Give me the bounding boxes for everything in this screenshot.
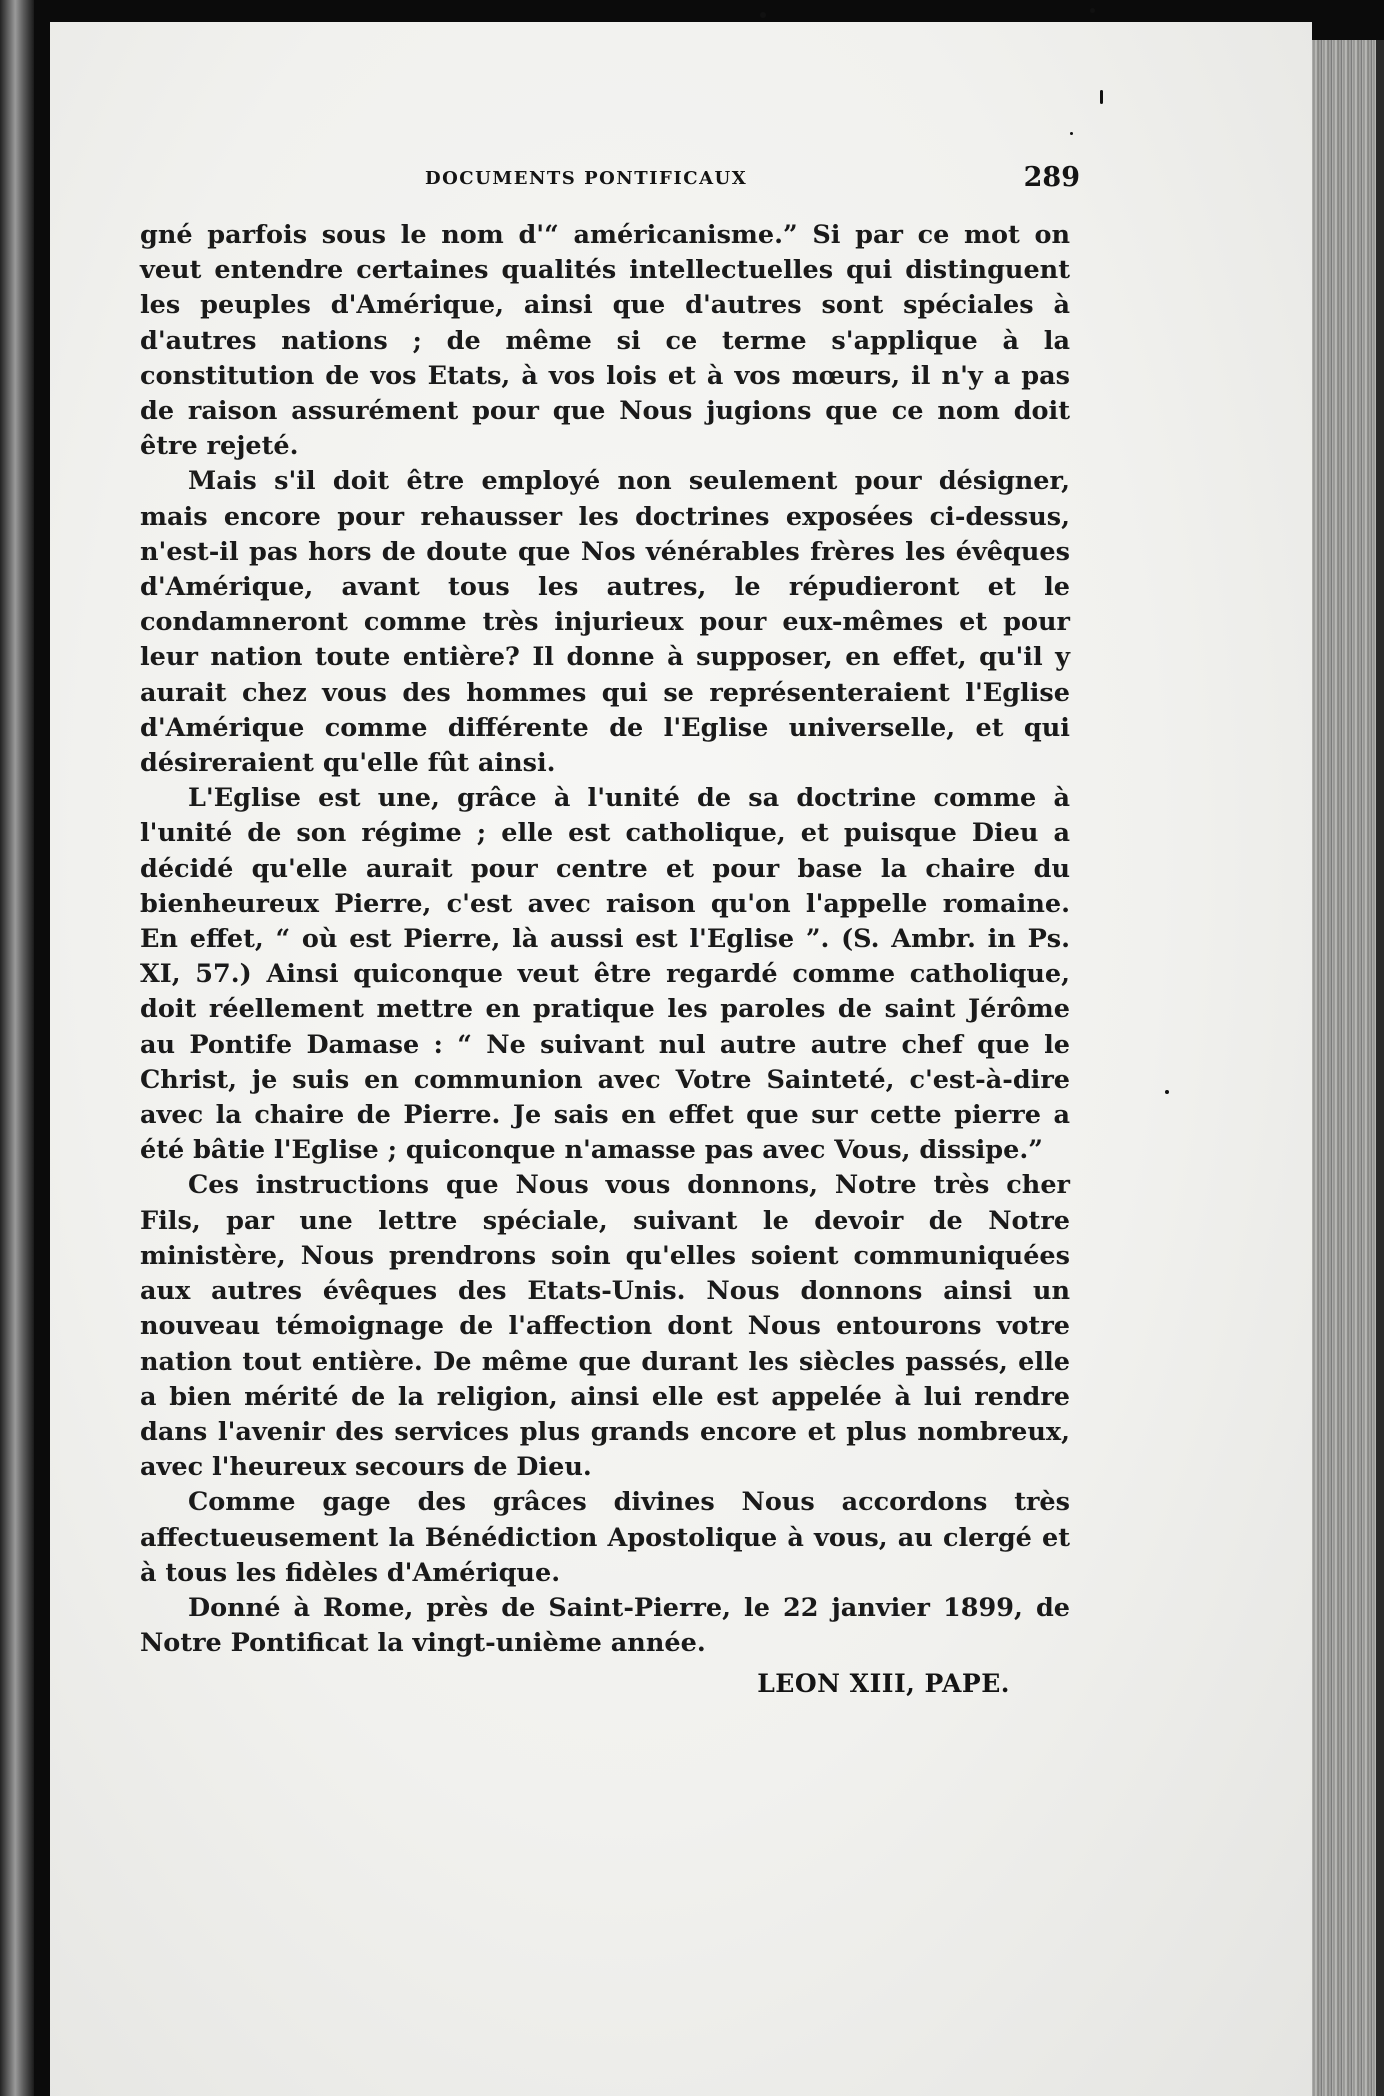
paragraph: Donné à Rome, près de Saint-Pierre, le 22 janvier 1899, de Notre Pontificat la vingt-unième année.	[140, 1592, 1070, 1659]
paragraph: L'Eglise est une, grâce à l'unité de sa doctrine comme à l'unité de son régime ; elle est catholique, et puisque Dieu a décidé qu'elle aurait pour centre et pour base la chaire du bienheureux Pierre, c'est avec raison qu'on l'appelle romaine. En effet, “ où est Pierre, là aussi est l'Eglise ”. (S. Ambr. in Ps. XI, 57.) Ainsi quiconque veut être regardé comme catholique, doit réellement mettre en pratique les paroles de saint Jérôme au Pontife Damase : “ Ne suivant nul autre autre chef que le Christ, je suis en communion avec Votre Sainteté, c'est-à-dire avec la chaire de Pierre. Je sais en effet que sur cette pierre a été bâtie l'Eglise ; quiconque n'amasse pas avec Vous, dissipe.”	[140, 783, 1070, 1166]
body-text	[140, 218, 1070, 1661]
dust-speck	[760, 12, 766, 18]
dust-speck	[1070, 132, 1073, 135]
paragraph: Ces instructions que Nous vous donnons, Notre très cher Fils, par une lettre spéciale, suivant le devoir de Notre ministère, Nous prendrons soin qu'elles soient communiquées aux autres évêques des Etats-Unis. Nous donnons ainsi un nouveau témoignage de l'affection dont Nous entourons votre nation tout entière. De même que durant les siècles passés, elle a bien mérité de la religion, ainsi elle est appelée à lui rendre dans l'avenir des services plus grands encore et plus nombreux, avec l'heureux secours de Dieu.	[140, 1170, 1070, 1483]
running-title: DOCUMENTS PONTIFICAUX	[425, 168, 748, 189]
running-head	[140, 162, 1080, 218]
signature: LEON XIII, PAPE.	[757, 1669, 1010, 1699]
dust-speck	[1090, 8, 1095, 13]
dust-speck	[1100, 90, 1103, 104]
dust-speck	[1165, 1090, 1169, 1094]
page-content	[140, 162, 1080, 1699]
binding-shadow	[1376, 40, 1384, 2096]
paragraph: Comme gage des grâces divines Nous accordons très affectueusement la Bénédiction Apostolique à vous, au clergé et à tous les fidèles d'Amérique.	[140, 1487, 1070, 1588]
previous-page-edge	[0, 0, 34, 2096]
paragraph: gné parfois sous le nom d'“ américanisme.” Si par ce mot on veut entendre certaines qualités intellectuelles qui distinguent les peuples d'Amérique, ainsi que d'autres sont spéciales à d'autres nations ; de même si ce terme s'applique à la constitution de vos Etats, à vos lois et à vos mœurs, il n'y a pas de raison assurément pour que Nous jugions que ce nom doit être rejeté.	[140, 220, 1070, 462]
paragraph: Mais s'il doit être employé non seulement pour désigner, mais encore pour rehausser les doctrines exposées ci-dessus, n'est-il pas hors de doute que Nos vénérables frères les évêques d'Amérique, avant tous les autres, le répudieront et le condamneront comme très injurieux pour eux-mêmes et pour leur nation toute entière? Il donne à supposer, en effet, qu'il y aurait chez vous des hommes qui se représenteraient l'Eglise d'Amérique comme différente de l'Eglise universelle, et qui désireraient qu'elle fût ainsi.	[140, 466, 1070, 779]
page-stack-edge	[1312, 40, 1376, 2096]
page-number: 289	[1023, 162, 1080, 193]
